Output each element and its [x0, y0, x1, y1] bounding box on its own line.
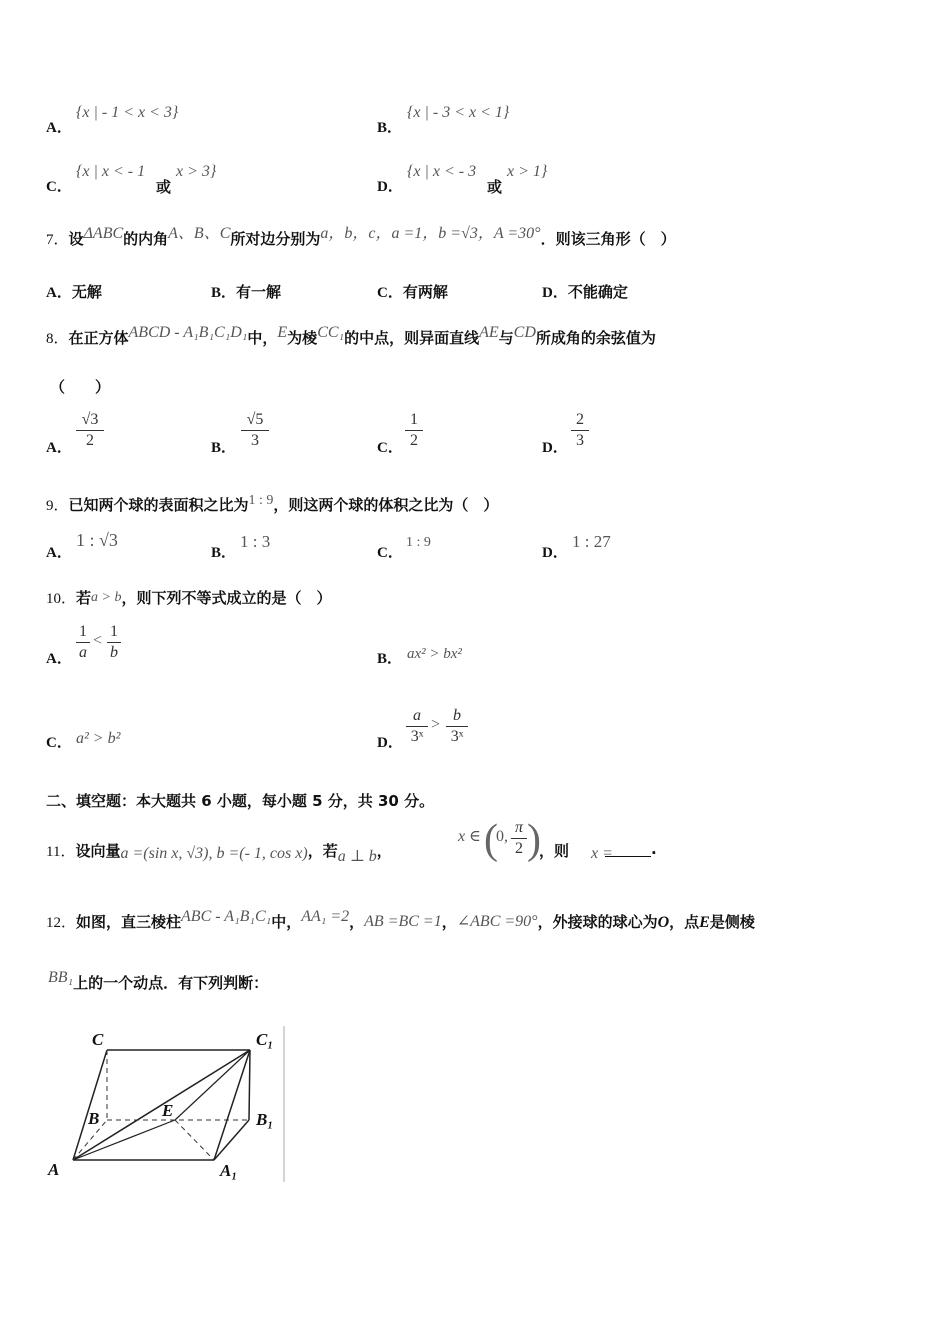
q11-math-x-in: x ∈ [458, 828, 481, 845]
q11-pi-den: 2 [511, 838, 527, 859]
q9-number: 9． [46, 498, 69, 514]
q11-interval-start: 0, [496, 828, 508, 845]
q7-option-c [377, 281, 448, 302]
q7-option-c-label: C． [377, 285, 403, 301]
question-7 [46, 226, 676, 249]
q12-text-1: 如图，直三棱柱 [76, 913, 182, 931]
q6-option-c-or: 或 [156, 178, 172, 196]
q7-option-d-text: 不能确定 [567, 283, 628, 301]
q12-text-5: ，外接球的球心为 [537, 913, 658, 931]
q9-option-d-label: D． [542, 545, 568, 561]
q12-text-3: ， [349, 913, 365, 931]
q8-option-a-fraction [76, 410, 104, 451]
label-c1: C₁ [256, 1030, 274, 1049]
q8-option-b-fraction [241, 410, 269, 451]
label-b: B [88, 1109, 100, 1128]
q8-option-c-label: C． [377, 440, 403, 456]
q11-math-x-eq: x = [591, 845, 613, 862]
q12-math-1: ABC - A₁B₁C₁ [181, 908, 272, 925]
q7-option-b-text: 有一解 [236, 283, 282, 301]
q9-math-1: 1 : 9 [248, 493, 274, 508]
q12-number: 12． [46, 915, 77, 931]
q12-point-o: O [657, 914, 670, 931]
q11-text-4: ，则 [539, 842, 570, 860]
label-e: E [162, 1101, 174, 1120]
q8-option-d-den: 3 [571, 430, 589, 451]
q8-text-4: 的中点，则异面直线 [344, 329, 480, 347]
segment-ea1-hidden [175, 1120, 214, 1160]
q11-left-paren: ( [484, 817, 498, 863]
q12-text-8: 上的一个动点．有下列判断： [73, 974, 269, 992]
q10-option-a-label: A． [46, 651, 72, 667]
q8-option-a-num: √3 [81, 411, 99, 428]
q11-period: . [651, 840, 657, 858]
q10-option-a-d1: a [76, 642, 90, 663]
label-b1: B₁ [256, 1110, 274, 1129]
q7-math-1: ΔABC [83, 225, 124, 242]
section-2-heading: 二、填空题：本大题共 6 小题，每小题 5 分，共 30 分。 [46, 792, 435, 810]
q7-option-b [211, 281, 281, 302]
q11-pi-num: π [514, 819, 523, 836]
question-12 [46, 908, 755, 932]
q10-option-b-label: B． [377, 651, 403, 667]
q8-text-5: 与 [498, 329, 514, 347]
q7-text-1: 设 [68, 230, 84, 248]
q12-point-e: E [699, 914, 710, 931]
q6-option-a-expr: {x | - 1 < x < 3} [76, 104, 179, 121]
q7-text-3: 所对边分别为 [230, 230, 321, 248]
q8-option-d-num: 2 [576, 411, 584, 428]
label-c: C [92, 1030, 104, 1049]
q7-option-d-label: D． [542, 285, 568, 301]
q10-option-d-d1: 3ˣ [406, 726, 428, 747]
q8-answer-paren: （ ） [50, 378, 111, 396]
q9-option-b-expr: 1 : 3 [240, 532, 271, 551]
q6-option-a-label: A． [46, 120, 72, 136]
q7-number: 7． [46, 232, 69, 248]
q12-math-2: AA₁ =2 [301, 908, 350, 925]
q10-option-d-n2: b [453, 707, 461, 724]
q7-option-a-text: 无解 [71, 283, 102, 301]
q9-text-1: 已知两个球的表面积之比为 [68, 496, 249, 514]
q8-text-6: 所成角的余弦值为 [535, 329, 656, 347]
q8-option-c-den: 2 [405, 430, 423, 451]
q10-option-d-frac-1 [406, 706, 428, 747]
q8-math-5: CD [513, 324, 536, 341]
q8-math-3: CC₁ [317, 324, 345, 341]
q8-math-2: E [277, 324, 288, 341]
question-10 [46, 587, 332, 608]
q8-option-b-num: √5 [246, 411, 264, 428]
q6-option-d-or: 或 [487, 178, 503, 196]
q7-option-a-label: A． [46, 285, 72, 301]
question-11 [46, 840, 392, 865]
q7-math-2: A、B、C [168, 225, 231, 242]
q6-option-c-label: C． [46, 179, 72, 195]
q10-option-d-label: D． [377, 735, 403, 751]
q7-option-d [542, 281, 628, 302]
q11-number: 11． [46, 844, 76, 860]
q11-answer-blank[interactable] [605, 856, 651, 857]
q10-option-d-n1: a [413, 707, 421, 724]
q10-option-c-label: C． [46, 735, 72, 751]
label-a1: A₁ [220, 1161, 238, 1180]
q10-option-a-n1: 1 [79, 623, 87, 640]
q6-option-d-expr1: {x | x < - 3 [407, 163, 477, 180]
q10-text-2: ，则下列不等式成立的是（ ） [121, 589, 332, 607]
q7-math-3: a，b，c，a =1，b =√3，A =30° [320, 225, 541, 242]
q12-text-7: 是侧棱 [709, 913, 755, 931]
q8-option-a-den: 2 [76, 430, 104, 451]
q8-option-d-fraction [571, 410, 589, 451]
q10-option-d-d2: 3ˣ [446, 726, 468, 747]
q7-text-2: 的内角 [123, 230, 169, 248]
q8-math-4: AE [479, 324, 499, 341]
q10-option-a-frac-1 [76, 622, 90, 663]
q11-math-2: a ⊥ b [337, 848, 377, 865]
q7-text-4: ．则该三角形（ ） [540, 230, 676, 248]
q8-option-d-label: D． [542, 440, 568, 456]
q10-option-a-d2: b [107, 642, 121, 663]
q10-option-a-frac-2 [107, 622, 121, 663]
q8-text-3: 为棱 [287, 329, 318, 347]
q10-math-1: a > b [91, 590, 122, 605]
q11-text-1: 设向量 [75, 842, 121, 860]
q8-option-c-fraction [405, 410, 423, 451]
q11-text-3: ， [376, 842, 392, 860]
q9-option-c-expr: 1 : 9 [406, 535, 431, 550]
q6-option-b-expr: {x | - 3 < x < 1} [407, 104, 510, 121]
q10-option-c-expr: a² > b² [76, 730, 121, 747]
q12-text-4: ， [441, 913, 457, 931]
edge-ca [73, 1050, 107, 1160]
q10-option-a-op: < [93, 632, 103, 649]
q7-option-a [46, 281, 102, 302]
q8-option-c-num: 1 [410, 411, 418, 428]
q8-text-2: 中， [247, 329, 278, 347]
q10-option-d-frac-2 [446, 706, 468, 747]
q11-pi-fraction [511, 818, 527, 859]
q7-option-c-text: 有两解 [402, 283, 448, 301]
q8-option-b-label: B． [211, 440, 237, 456]
q6-option-d-expr2: x > 1} [507, 163, 548, 180]
q8-option-a-label: A． [46, 440, 72, 456]
q6-option-b-label: B． [377, 120, 403, 136]
prism-figure [40, 1020, 300, 1190]
q9-option-a-expr: 1 : √3 [76, 530, 118, 550]
q7-option-b-label: B． [211, 285, 237, 301]
question-12-line-2 [48, 969, 269, 993]
q12-text-2: 中， [271, 913, 302, 931]
question-8 [46, 324, 656, 348]
q9-option-c-label: C． [377, 545, 403, 561]
q11-text-2: ，若 [307, 842, 338, 860]
q10-number: 10． [46, 591, 77, 607]
q10-option-a-n2: 1 [110, 623, 118, 640]
q6-option-d-label: D． [377, 179, 403, 195]
q8-text-1: 在正方体 [68, 329, 129, 347]
q6-option-c-expr1: {x | x < - 1 [76, 163, 146, 180]
q8-number: 8． [46, 331, 69, 347]
q6-option-c-expr2: x > 3} [176, 163, 217, 180]
edge-c1b1 [249, 1050, 250, 1120]
q8-math-1: ABCD - A₁B₁C₁D₁ [128, 324, 248, 341]
q12-math-5: BB₁ [48, 969, 74, 986]
q11-math-1: a =(sin x, √3), b =(- 1, cos x) [120, 845, 308, 862]
q12-math-4: ∠ABC =90° [456, 913, 538, 930]
q10-text-1: 若 [76, 589, 92, 607]
q10-option-b-expr: ax² > bx² [407, 646, 462, 662]
question-9 [46, 494, 498, 515]
q9-option-a-label: A． [46, 545, 72, 561]
label-a: A [48, 1160, 60, 1179]
edge-b1a1 [214, 1120, 249, 1160]
q12-text-6: ，点 [669, 913, 700, 931]
q9-text-2: ，则这两个球的体积之比为（ ） [273, 496, 499, 514]
q9-option-b-label: B． [211, 545, 237, 561]
q12-math-3: AB =BC =1 [364, 913, 442, 930]
q11-right-paren: ) [527, 817, 541, 863]
q8-option-b-den: 3 [241, 430, 269, 451]
q9-option-d-expr: 1 : 27 [572, 532, 611, 551]
q10-option-d-op: > [431, 716, 441, 733]
